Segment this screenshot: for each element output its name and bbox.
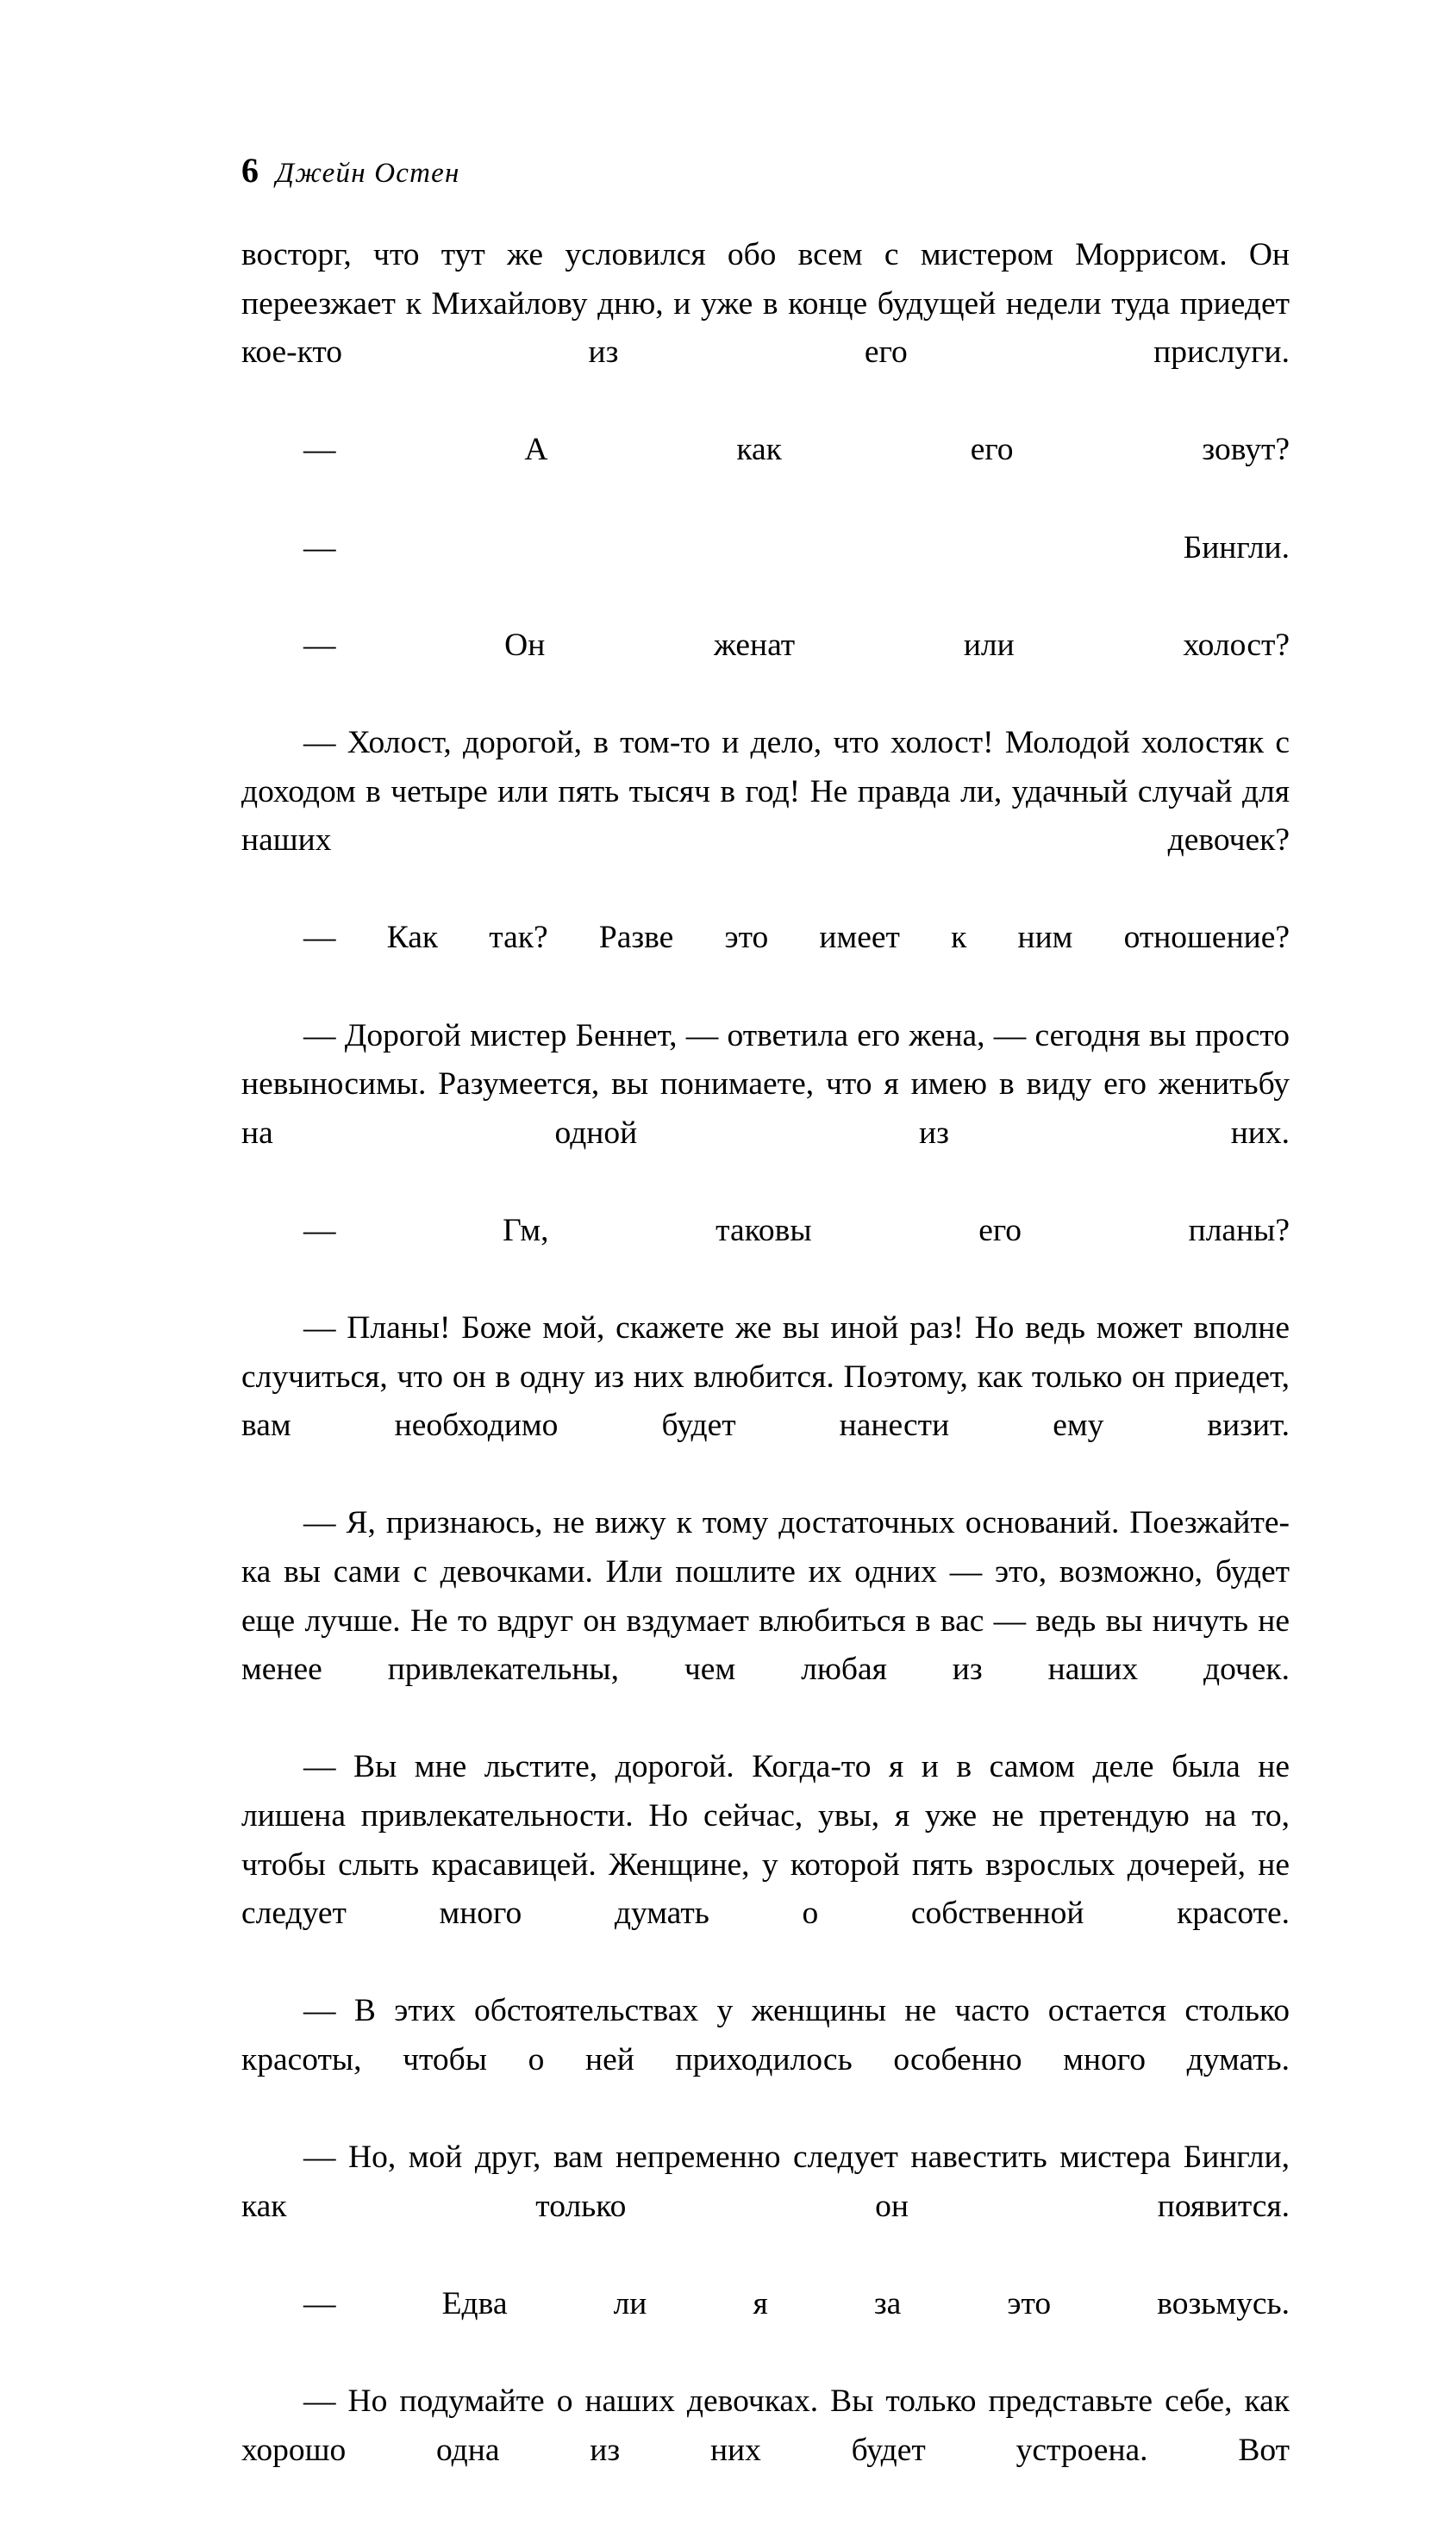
- paragraph: — Гм, таковы его планы?: [303, 1212, 1290, 1248]
- paragraph: — Я, признаюсь, не вижу к тому достаточных оснований. Поезжайте-ка вы сами с девочками. Или пошлите их одних — это, возможно, будет еще лучше. Не то вдруг он вздумает влюбиться в вас — ведь вы ничуть не менее привлекательны, чем любая из наших дочек.: [241, 1505, 1290, 1688]
- paragraph: — А как его зовут?: [303, 432, 1290, 468]
- body-text: [241, 231, 1290, 2524]
- paragraph: — В этих обстоятельствах у женщины не часто остается столько красоты, чтобы о ней приходилось особенно много думать.: [241, 1993, 1290, 2077]
- paragraph: — Но, мой друг, вам непременно следует навестить мистера Бингли, как только он появится.: [241, 2140, 1290, 2224]
- page-number: 6: [241, 151, 259, 190]
- paragraph: — Дорогой мистер Беннет, — ответила его жена, — сегодня вы просто невыносимы. Разумеется, вы понимаете, что я имею в виду его женитьбу на одной из них.: [241, 1017, 1290, 1151]
- paragraph: — Планы! Боже мой, скажете же вы иной раз! Но ведь может вполне случиться, что он в одну из них влюбится. Поэтому, как только он приедет, вам необходимо будет нанести ему визит.: [241, 1310, 1290, 1444]
- running-head-author: Джейн Остен: [276, 158, 460, 189]
- paragraph: — Как так? Разве это имеет к ним отношение?: [303, 920, 1290, 956]
- paragraph: — Бингли.: [303, 529, 1290, 565]
- paragraph: — Холост, дорогой, в том-то и дело, что холост! Молодой холостяк с доходом в четыре или пять тысяч в год! Не правда ли, удачный случай для наших девочек?: [241, 724, 1290, 859]
- paragraph: — Едва ли я за это возьмусь.: [303, 2285, 1290, 2321]
- paragraph: — Вы мне льстите, дорогой. Когда-то я и в самом деле была не лишена привлекательности. Но сейчас, увы, я уже не претендую на то, чтобы слыть красавицей. Женщине, у которой пять взрослых дочерей, не следует много думать о собственной красоте.: [241, 1749, 1290, 1932]
- paragraph: — Но подумайте о наших девочках. Вы только представьте себе, как хорошо одна из них будет устроена. Вот: [241, 2383, 1290, 2468]
- paragraph: — Он женат или холост?: [303, 627, 1290, 663]
- paragraph: восторг, что тут же условился обо всем с мистером Моррисом. Он переезжает к Михайлову дню, и уже в конце будущей недели туда приедет кое-кто из его прислуги.: [241, 237, 1290, 371]
- running-head: [241, 153, 1293, 198]
